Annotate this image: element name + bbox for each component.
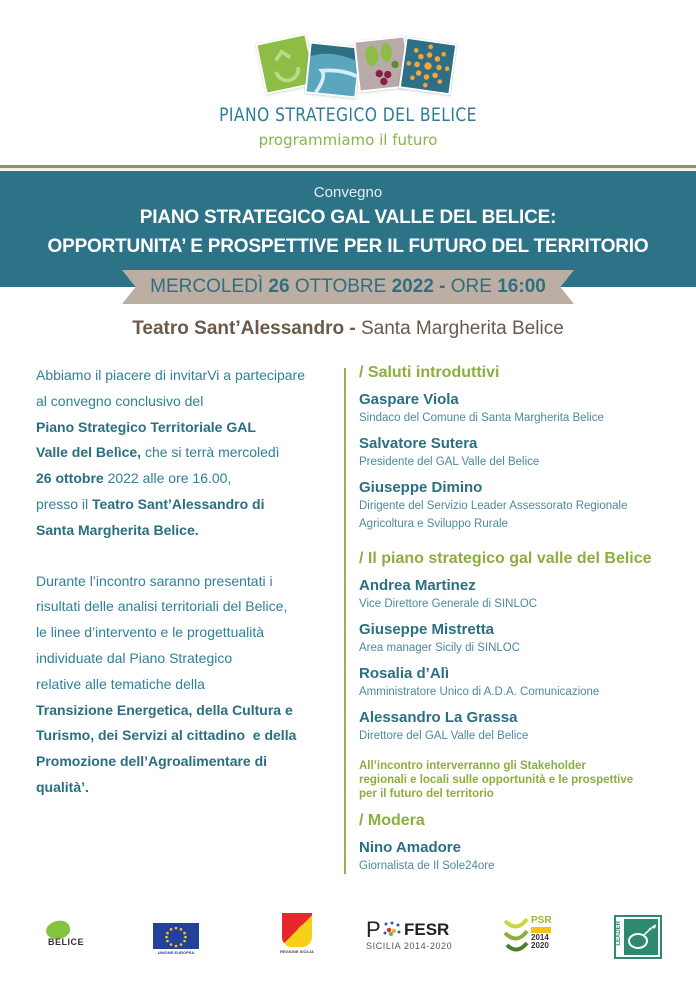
speaker-name: Gaspare Viola — [359, 391, 459, 408]
speaker-role: Giornalista de Il Sole24ore — [359, 860, 495, 872]
fesr-stars-icon — [382, 921, 402, 937]
fesr-wordmark: FESR — [404, 920, 450, 939]
invitation-text — [36, 363, 336, 801]
fesr-p: P — [366, 917, 381, 942]
event-time: 16:00 — [497, 276, 546, 297]
description-line: individuate dal Piano Strategico — [36, 649, 233, 666]
invite-line: 2022 alle ore 16.00, — [103, 470, 232, 487]
section-heading: / Saluti introduttivi — [359, 364, 500, 381]
speaker-name: Giuseppe Mistretta — [359, 621, 495, 638]
speaker-role: Presidente del GAL Valle del Belice — [359, 456, 540, 468]
logo-tiles — [252, 30, 462, 102]
speaker-name: Andrea Martinez — [359, 577, 476, 594]
stakeholder-note — [359, 759, 689, 801]
belice-logo — [34, 921, 86, 951]
piano-strategico-logo — [0, 0, 696, 160]
invite-date: 26 ottobre — [36, 470, 104, 487]
description-line: le linee d’intervento e le progettualità — [36, 624, 265, 641]
partner-logos — [0, 905, 696, 965]
invite-line: Abbiamo il piacere di invitarVi a partecipare — [36, 367, 305, 383]
sicilia-caption: REGIONE SICILIA — [280, 949, 314, 954]
event-venue — [0, 318, 696, 340]
eu-flag-icon — [153, 923, 199, 949]
venue-place: Teatro Sant’Alessandro — [132, 318, 345, 339]
note-line: All’incontro interverranno gli Stakeholder — [359, 760, 586, 772]
event-type: Convegno — [313, 184, 383, 201]
event-title-line2: OPPORTUNITA’ E PROSPETTIVE PER IL FUTURO DEL TERRITORIO — [47, 236, 649, 257]
belice-wordmark: BELICE — [48, 937, 85, 947]
note-line: regionali e locali sulle opportunità e le prospettive — [359, 774, 634, 786]
date-day: 26 — [268, 276, 290, 297]
eu-logo — [153, 923, 199, 953]
invite-line: che si terrà mercoledì — [141, 444, 280, 461]
speaker-name: Nino Amadore — [359, 839, 461, 856]
logo-subtitle: programmiamo il futuro — [258, 131, 438, 149]
description-line: risultati delle analisi territoriali del Belice, — [36, 598, 288, 615]
psr-logo — [503, 915, 555, 959]
trinacria-shield-icon — [282, 913, 312, 947]
speaker-name: Alessandro La Grassa — [359, 709, 518, 726]
program — [359, 363, 689, 885]
psr-wordmark: PSR — [531, 915, 552, 926]
program-section-modera — [359, 811, 689, 875]
venue-separator: - — [344, 318, 361, 339]
description-line: Durante l’incontro saranno presentati i — [36, 572, 273, 589]
eu-caption: UNIONE EUROPEA — [157, 950, 195, 955]
logo-title: PIANO STRATEGICO DEL BELICE — [219, 104, 477, 126]
speaker-role: Sindaco del Comune di Santa Margherita Belice — [359, 412, 604, 424]
themes-line: Promozione dell’Agroalimentare di — [36, 753, 268, 770]
leader-wordmark: LEADER — [616, 921, 622, 946]
description-line: relative alle tematiche della — [36, 675, 205, 692]
speaker-role: Vice Direttore Generale di SINLOC — [359, 598, 538, 610]
date-year: 2022 — [391, 276, 434, 297]
header-rule-light — [0, 168, 696, 170]
invite-town: Santa Margherita Belice. — [36, 521, 199, 538]
column-divider — [344, 368, 346, 874]
psr-years — [531, 934, 549, 950]
date-month: OTTOBRE — [294, 276, 387, 297]
psr-year-end: 2020 — [531, 941, 549, 950]
invite-line: al convegno conclusivo del — [36, 392, 204, 409]
speaker-name: Rosalia d’Alì — [359, 665, 450, 682]
speaker-name: Salvatore Sutera — [359, 435, 478, 452]
regione-sicilia-logo — [279, 913, 315, 957]
leader-seed-icon — [624, 919, 658, 955]
sun-icon — [399, 37, 458, 96]
program-section-saluti — [359, 363, 689, 533]
themes-line: qualità’. — [36, 778, 89, 795]
speaker-role: Amministratore Unico di A.D.A. Comunicazione — [359, 686, 600, 698]
speaker-name: Giuseppe Dimino — [359, 479, 483, 496]
speaker-role: Direttore del GAL Valle del Belice — [359, 730, 529, 742]
psr-sprout-icon — [503, 915, 531, 959]
venue-town: Santa Margherita Belice — [360, 318, 564, 339]
speaker-role: Area manager Sicily di SINLOC — [359, 642, 521, 654]
section-heading: / Il piano strategico gal valle del Belice — [359, 550, 652, 567]
fesr-subtitle: SICILIA 2014-2020 — [366, 941, 453, 951]
date-separator: - — [439, 276, 446, 297]
date-weekday: MERCOLEDÌ — [150, 276, 264, 297]
program-section-piano — [359, 549, 689, 745]
themes-line: Turismo, dei Servizi al cittadino e della — [36, 727, 297, 744]
event-title-line1: PIANO STRATEGICO GAL VALLE DEL BELICE: — [139, 207, 557, 228]
river-icon — [304, 41, 361, 98]
invite-bold-line: Valle del Belìce, — [36, 444, 142, 461]
psr-year-start: 2014 — [531, 933, 549, 942]
speaker-role: Agricoltura e Sviluppo Rurale — [359, 518, 508, 530]
themes-line: Transizione Energetica, della Cultura e — [36, 701, 293, 718]
speaker-role: Dirigente del Servizio Leader Assessorato Regionale — [359, 500, 628, 512]
section-heading: / Modera — [359, 812, 425, 829]
invite-line: presso il — [36, 495, 93, 512]
note-line: per il futuro del territorio — [359, 788, 494, 800]
invite-bold-line: Piano Strategico Territoriale GAL — [36, 418, 256, 435]
invite-venue: Teatro Sant’Alessandro di — [92, 495, 265, 512]
leader-logo — [614, 915, 662, 959]
po-fesr-logo — [366, 917, 458, 957]
event-date — [122, 276, 574, 298]
time-label: ORE — [450, 276, 492, 297]
